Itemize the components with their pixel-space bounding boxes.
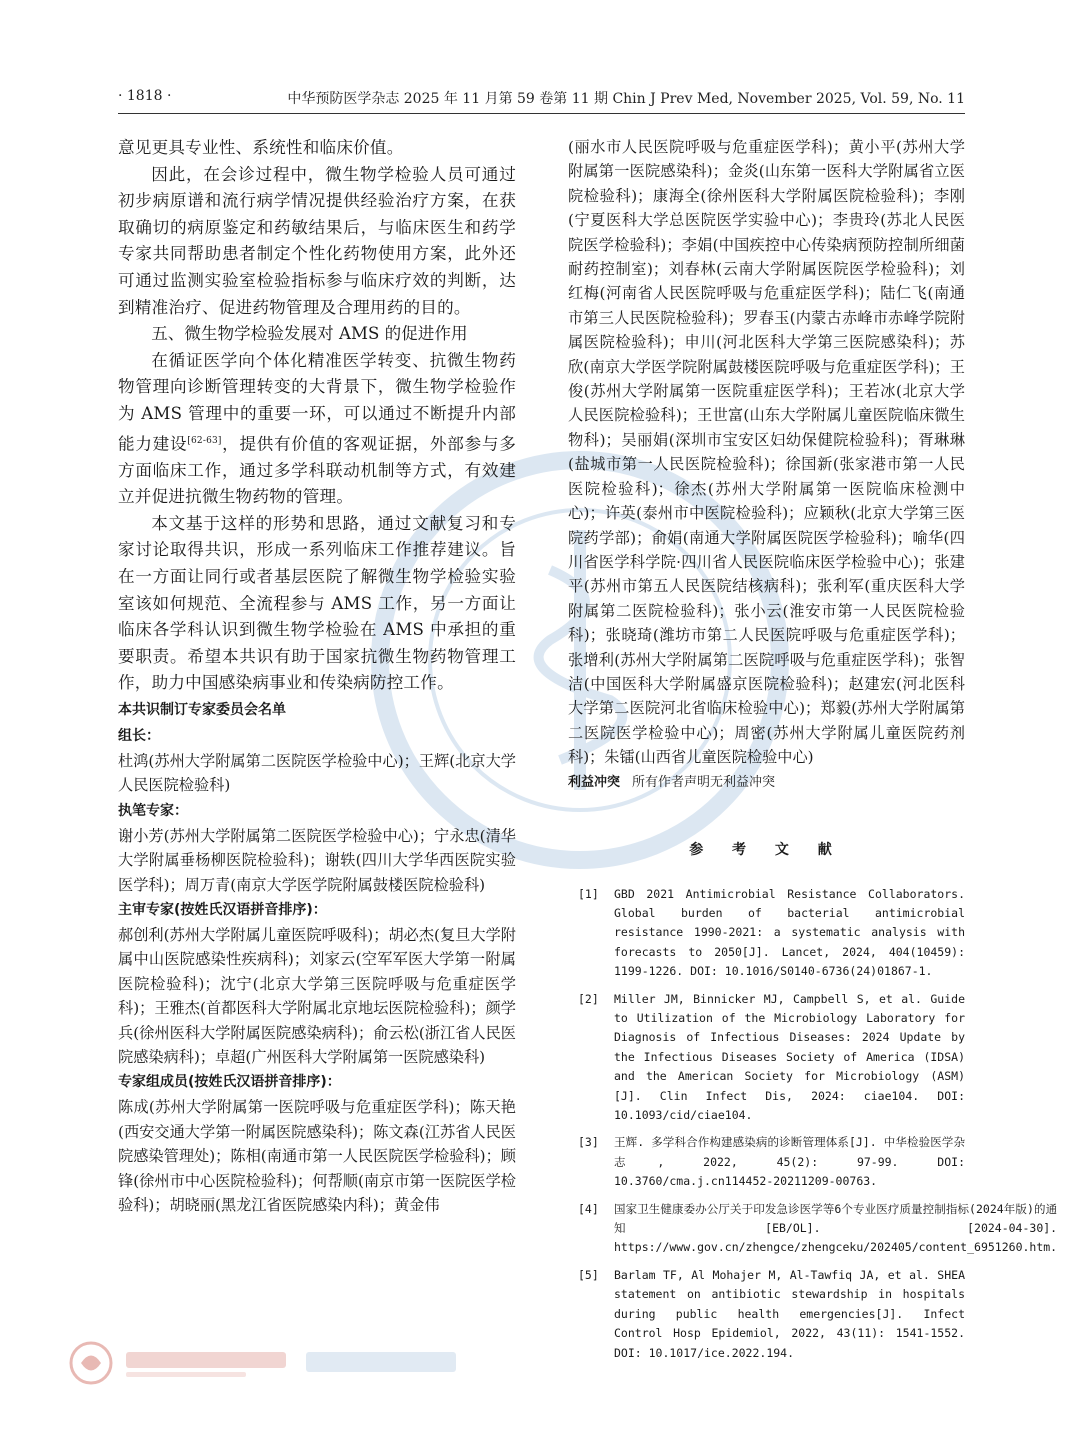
publisher-logo xyxy=(66,1338,486,1388)
member-names-right: (丽水市人民医院呼吸与危重症医学科)；黄小平(苏州大学附属第一医院感染科)；金炎(山东第一医科大学附属省立医院检验科)；康海全(徐州医科大学附属医院检验科)；李刚(宁夏医科大学总医院医学实验中心)；李贵玲(苏北人民医院医学检验科)；李娟(中国疾控中心传染病预防控制所细菌耐药控制室)；刘春林(云南大学附属医院医学检验科)；刘红梅(河南省人民医院呼吸与危重症医学科)；陆仁飞(南通市第三人民医院检验科)；罗春玉(内蒙古赤峰市赤峰学院附属医院检验科)；申川(河北医科大学第三医院感染科)；苏欣(南京大学医学院附属鼓楼医院呼吸与危重症医学科)；王俊(苏州大学附属第一医院重症医学科)；王若冰(北京大学人民医院检验科)；王世富(山东大学附属儿童医院临床微生物科)；吴丽娟(深圳市宝安区妇幼保健院检验科)；胥琳琳(盐城市第一人民医院检验科)；徐国新(张家港市第一人民医院检验科)；徐杰(苏州大学附属第一医院临床检测中心)；许英(泰州市中医院检验科)；应颖秋(北京大学第三医院药学部)；俞娟(南通大学附属医院医学检验科)；喻华(四川省医学科学院·四川省人民医院临床医学检验中心)；张建平(苏州市第五人民医院结核病科)；张利军(重庆医科大学附属第二医院检验科)；张小云(淮安市第一人民医院检验科)；张晓琦(潍坊市第二人民医院呼吸与危重症医学科)；张增利(苏州大学附属第二医院呼吸与危重症医学科)；张智洁(中国医科大学附属盛京医院检验科)；赵建宏(河北医科大学第二医院河北省临床检验中心)；郑毅(苏州大学附属第二医院医学检验中心)；周密(苏州大学附属儿童医院药剂科)；朱镭(山西省儿童医院检验中心) xyxy=(568,138,965,767)
page-number: · 1818 · xyxy=(118,88,172,104)
body-paragraph-ams: 在循证医学向个体化精准医学转变、抗微生物药物管理向诊断管理转变的大背景下，微生物学检验作为 AMS 管理中的重要一环，可以通过不断提升内部能力建设[62-63]，提供有价值的客观证据，外部参与多方面临床工作，通过多学科联动机制等方式，有效建立并促进抗微生物药物的管理。 xyxy=(118,350,516,507)
section-heading: 五、微生物学检验发展对 AMS 的促进作用 xyxy=(151,324,468,344)
coi-label: 利益冲突 xyxy=(568,774,621,790)
reference-number: [2] xyxy=(578,991,599,1006)
references-heading: 参 考 文 献 xyxy=(689,841,844,858)
writer-label: 执笔专家： xyxy=(118,802,188,819)
committee-title: 本共识制订专家委员会名单 xyxy=(118,702,286,718)
intro-paragraph: 意见更具专业性、系统性和临床价值。 xyxy=(118,138,404,157)
reference-item xyxy=(568,885,965,982)
reviewer-names: 郝创利(苏州大学附属儿童医院呼吸科)；胡必杰(复旦大学附属中山医院感染性疾病科)；刘家云(空军军医大学第一附属医院检验科)；沈宁(北京大学第三医院呼吸与危重症医学科)；王雅杰(首都医科大学附属北京地坛医院检验科)；颜学兵(徐州医科大学附属医院感染病科)；俞云松(浙江省人民医院感染病科)；卓超(广州医科大学附属第一医院感染科) xyxy=(118,926,516,1067)
running-header xyxy=(118,88,965,110)
reference-item xyxy=(568,1200,1058,1258)
reference-text: Barlam TF, Al Mohajer M, Al-Tawfiq JA, et al. SHEA statement on antibiotic stewardship in hospitals during public health emergencies[J]. Infect Control Hosp Epidemiol, 2022, 43(11): 1541-1552. DOI: 10.1017/ice.2022.194. xyxy=(614,1267,965,1360)
citation-superscript: [62-63] xyxy=(187,435,222,446)
leader-names: 杜鸿(苏州大学附属第二医院医学检验中心)；王辉(北京大学人民医院检验科) xyxy=(118,752,516,795)
reference-number: [5] xyxy=(578,1267,599,1282)
reference-number: [4] xyxy=(578,1201,599,1216)
writer-names: 谢小芳(苏州大学附属第二医院医学检验中心)；宁永忠(清华大学附属垂杨柳医院检验科)；谢轶(四川大学华西医院实验医学科)；周万青(南京大学医学院附属鼓楼医院检验科) xyxy=(118,826,516,894)
member-label: 专家组成员(按姓氏汉语拼音排序)： xyxy=(118,1074,341,1091)
reference-item xyxy=(568,1266,965,1363)
coi-text: 所有作者声明无利益冲突 xyxy=(632,774,776,790)
left-column xyxy=(118,135,516,1218)
reference-item xyxy=(568,990,965,1126)
reference-text: GBD 2021 Antimicrobial Resistance Collaborators. Global burden of bacterial antimicrobial resistance 1990-2021: a systematic analysis with forecasts to 2050[J]. Lancet, 2024, 404(10459): 1199-1226. DOI: 10.1016/S0140-6736(24)01867-1. xyxy=(614,886,965,979)
reference-text: 王辉. 多学科合作构建感染病的诊断管理体系[J]. 中华检验医学杂志, 2022, 45(2): 97-99. DOI: 10.3760/cma.j.cn114452-20211209-00763. xyxy=(614,1135,965,1189)
conflict-of-interest xyxy=(568,771,965,795)
body-paragraph-consultation: 因此，在会诊过程中，微生物学检验人员可通过初步病原谱和流行病学情况提供经验治疗方案，在获取确切的病原鉴定和药敏结果后，与临床医生和药学专家共同帮助患者制定个性化药物使用方案，此外还可通过监测实验室检验指标参与临床疗效的判断，达到精准治疗、促进药物管理及合理用药的目的。 xyxy=(118,164,516,317)
reference-item xyxy=(568,1133,965,1191)
body-paragraph-summary: 本文基于这样的形势和思路，通过文献复习和专家讨论取得共识，形成一系列临床工作推荐建议。旨在一方面让同行或者基层医院了解微生物学检验实验室该如何规范、全流程参与 AMS 工作，另一方面让临床各学科认识到微生物学检验在 AMS 中承担的重要职责。希望本共识有助于国家抗微生物药物管理工作，助力中国感染病事业和传染病防控工作。 xyxy=(118,513,516,693)
journal-citation: 中华预防医学杂志 2025 年 11 月第 59 卷第 11 期 Chin J Prev Med, November 2025, Vol. 59, No. 11 xyxy=(287,91,965,107)
reviewer-label: 主审专家(按姓氏汉语拼音排序)： xyxy=(118,902,327,919)
reference-number: [1] xyxy=(578,886,599,901)
reference-number: [3] xyxy=(578,1135,599,1150)
reference-text: Miller JM, Binnicker MJ, Campbell S, et al. Guide to Utilization of the Microbiology Laboratory for Diagnosis of Infectious Diseases: 2024 Update by the Infectious Diseases Society of America (IDSA) and the American Society for Microbiology (ASM) [J]. Clin Infect Dis, 2024: ciae104. DOI: 10.1093/cid/ciae104. xyxy=(614,991,965,1123)
leader-label: 组长： xyxy=(118,728,160,744)
right-column xyxy=(568,135,1058,1371)
reference-text: 国家卫生健康委办公厅关于印发急诊医学等6个专业医疗质量控制指标(2024年版)的通知[EB/OL]. [2024-04-30]. https://www.gov.cn/zhengce/zhengceku/202405/content_6951260.htm. xyxy=(614,1201,1058,1255)
header-rule xyxy=(118,113,965,114)
member-names-left: 陈成(苏州大学附属第一医院呼吸与危重症医学科)；陈天艳(西安交通大学第一附属医院感染科)；陈文森(江苏省人民医院感染管理处)；陈相(南通市第一人民医院医学检验科)；顾锋(徐州市中心医院检验科)；何帮顺(南京市第一医院医学检验科)；胡晓丽(黑龙江省医院感染内科)；黄金伟 xyxy=(118,1098,516,1215)
